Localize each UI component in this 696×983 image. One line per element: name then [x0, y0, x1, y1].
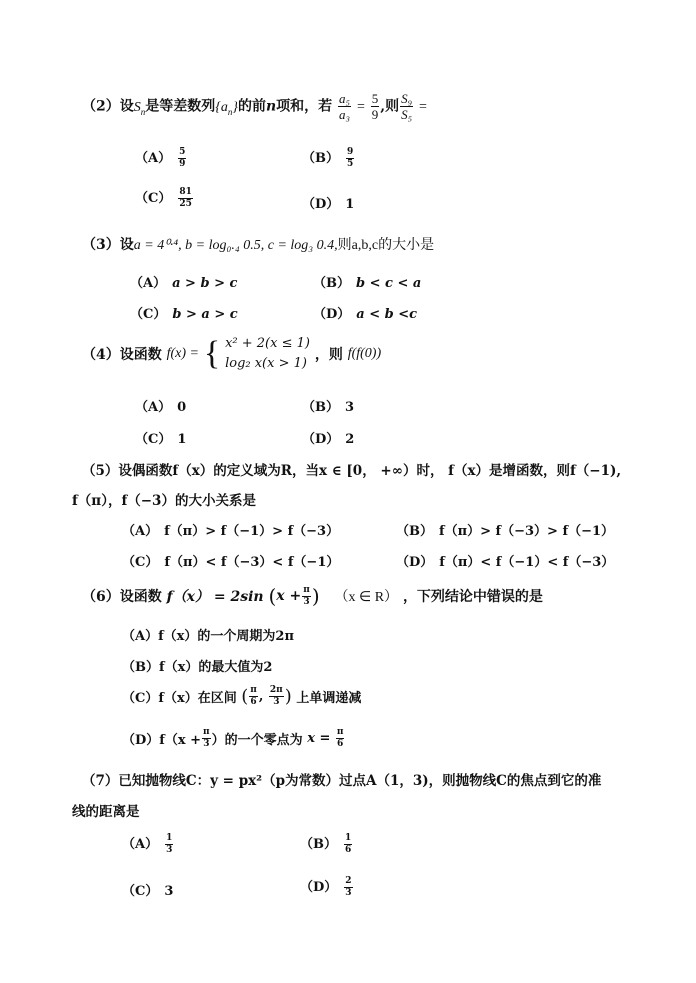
q4-ff: f(f(0))	[347, 346, 382, 361]
q2-frac-a5-a3: $\frac{\text{a₅}}{\text{a₃}}$	[339, 91, 351, 122]
q5-option-c: （C） f（π）< f（−3）< f（−1）	[122, 555, 340, 570]
q2-S: $S_n$	[133, 99, 146, 117]
question-5-line1: （5）设偶函数f（x）的定义域为R，当x ∈ [0， +∞）时， f（x）是增函数，则f（−1),	[82, 463, 622, 479]
question-2-stem	[82, 92, 427, 121]
q6-fx: f（x） = 2sin	[166, 589, 264, 605]
q6-option-a: （A）f（x）的一个周期为2π	[122, 629, 294, 644]
question-6-stem: （6）设函数 f（x） = 2sin (x + $\frac{\pi}{3}$ ) （x ∈ R） ，下列结论中错误的是	[82, 584, 543, 608]
q6-option-c: （C）f（x）在区间 ( $\frac{\pi}{6}$ , $\frac{2\pi}{3}$ ) 上单调递减	[122, 685, 362, 707]
question-4-stem: （4）设函数 f(x) = { x² + 2(x ≤ 1) log₂ x(x > 1) ，则 f(f(0))	[82, 335, 382, 372]
question-7-line2: 线的距离是	[72, 804, 140, 820]
q2-option-c: （C） $\frac{81}{25}$	[135, 187, 192, 209]
q4-fx: f(x) =	[166, 346, 199, 361]
q3-option-c: （C） b > a > c	[130, 307, 238, 322]
q3-option-b: （B） b < c < a	[313, 276, 422, 291]
q4-piecewise: x² + 2(x ≤ 1) log₂ x(x > 1)	[225, 336, 310, 371]
q4-option-d: （D） 2	[302, 432, 355, 447]
q4-option-c: （C） 1	[135, 432, 187, 447]
q2-mid3: 项和，若	[276, 98, 333, 115]
q2-seq: $\{a_n\}$	[215, 99, 238, 117]
q3-option-d: （D） a < b <c	[313, 307, 418, 322]
q2-mid2: 的前	[237, 98, 266, 115]
q5-option-d: （D） f（π）< f（−1）< f（−3）	[396, 555, 615, 570]
q2-n: n	[265, 98, 277, 115]
q3-option-a: （A） a > b > c	[130, 276, 238, 291]
q2-mid1: 是等差数列	[145, 98, 216, 115]
q2-frac-s9-s5: $\frac{\text{S₉}}{\text{S₅}}$	[401, 91, 413, 122]
q2-eq: =	[356, 99, 365, 115]
q5-option-a: （A） f（π）> f（−1）> f（−3）	[122, 524, 340, 539]
q5-option-b: （B） f（π）> f（−3）> f（−1）	[396, 524, 615, 539]
q2-frac-5-9: $\frac{5}{9}$	[371, 91, 379, 122]
q7-option-c: （C） 3	[122, 884, 174, 899]
question-3-stem: （3）设a = 4⁰·⁴, b = log₀.₄ 0.5, c = log₃ 0.4,则a,b,c的大小是	[82, 237, 435, 253]
q6-option-b: （B）f（x）的最大值为2	[122, 660, 273, 675]
q4-option-a: （A） 0	[135, 400, 187, 415]
q4-option-b: （B） 3	[302, 400, 355, 415]
question-7-line1: （7）已知抛物线C：y = px²（p为常数）过点A（1，3)，则抛物线C的焦点到它的准	[82, 773, 602, 789]
q7-option-a: （A） $\frac{1}{3}$	[122, 833, 173, 855]
q7-option-d: （D） $\frac{2}{3}$	[300, 876, 352, 898]
q7-option-b: （B） $\frac{1}{6}$	[300, 833, 352, 855]
q2-option-a: （A） $\frac{5}{9}$	[135, 147, 186, 169]
question-5-line2: f（π），f（−3）的大小关系是	[72, 493, 256, 509]
q2-prefix: （2）设	[82, 98, 134, 115]
q2-option-d: （D） 1	[302, 197, 355, 212]
q4-brace: {	[203, 335, 221, 372]
q6-option-d: （D）f（x + $\frac{\pi}{3}$ ）的一个零点为 x = $\frac{\pi}{6}$	[122, 727, 344, 749]
q2-option-b: （B） $\frac{9}{5}$	[302, 147, 354, 169]
q2-then: ,则	[380, 98, 400, 115]
q3-expression: a = 4⁰·⁴, b = log₀.₄ 0.5, c = log₃ 0.4,	[133, 238, 338, 253]
q2-end: =	[419, 99, 427, 115]
